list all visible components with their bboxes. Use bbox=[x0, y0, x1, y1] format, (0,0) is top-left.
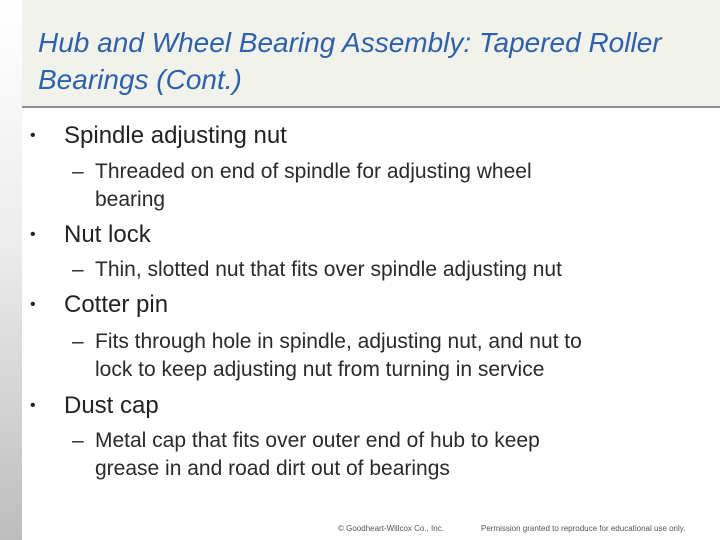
bullet-text: Nut lock bbox=[64, 221, 151, 248]
sub-bullet-line: Thin, slotted nut that fits over spindle adjusting nut bbox=[95, 258, 562, 281]
bullet-item bbox=[22, 390, 712, 422]
bullet-text: Dust cap bbox=[64, 392, 159, 419]
sub-bullet-text bbox=[95, 328, 705, 384]
sub-bullet-line: bearing bbox=[95, 188, 166, 211]
bullet-text: Cotter pin bbox=[64, 291, 169, 318]
sub-bullet-marker: – bbox=[72, 258, 84, 281]
bullet-item bbox=[22, 120, 712, 152]
permission-notice: Permission granted to reproduce for educational use only. bbox=[481, 524, 686, 533]
sub-bullet-line: Fits through hole in spindle, adjusting nut, and nut to bbox=[95, 330, 582, 353]
sub-bullet-line: Metal cap that fits over outer end of hub to keep bbox=[95, 429, 540, 452]
bullet-item bbox=[22, 219, 712, 251]
sub-bullet-marker: – bbox=[72, 160, 84, 183]
bullet-marker: • bbox=[30, 127, 36, 144]
copyright-notice: © Goodheart-Willcox Co., Inc. bbox=[338, 524, 444, 533]
bullet-marker: • bbox=[30, 226, 36, 243]
left-gradient-bar bbox=[0, 0, 22, 540]
bullet-item bbox=[22, 289, 712, 321]
title-band bbox=[22, 0, 720, 107]
bullet-marker: • bbox=[30, 296, 36, 313]
sub-bullet-text bbox=[95, 256, 705, 284]
sub-bullet-text bbox=[95, 158, 705, 214]
sub-bullet-line: lock to keep adjusting nut from turning in service bbox=[95, 358, 545, 381]
slide-title: Hub and Wheel Bearing Assembly: Tapered Roller Bearings (Cont.) bbox=[38, 27, 662, 95]
sub-bullet-line: Threaded on end of spindle for adjusting wheel bbox=[95, 160, 532, 183]
slide-footer bbox=[0, 523, 720, 537]
sub-bullet-marker: – bbox=[72, 330, 84, 353]
sub-bullet-marker: – bbox=[72, 429, 84, 452]
bullet-marker: • bbox=[30, 397, 36, 414]
sub-bullet-line: grease in and road dirt out of bearings bbox=[95, 457, 450, 480]
bullet-text: Spindle adjusting nut bbox=[64, 122, 287, 149]
sub-bullet-text bbox=[95, 427, 705, 483]
slide-content bbox=[22, 108, 712, 513]
